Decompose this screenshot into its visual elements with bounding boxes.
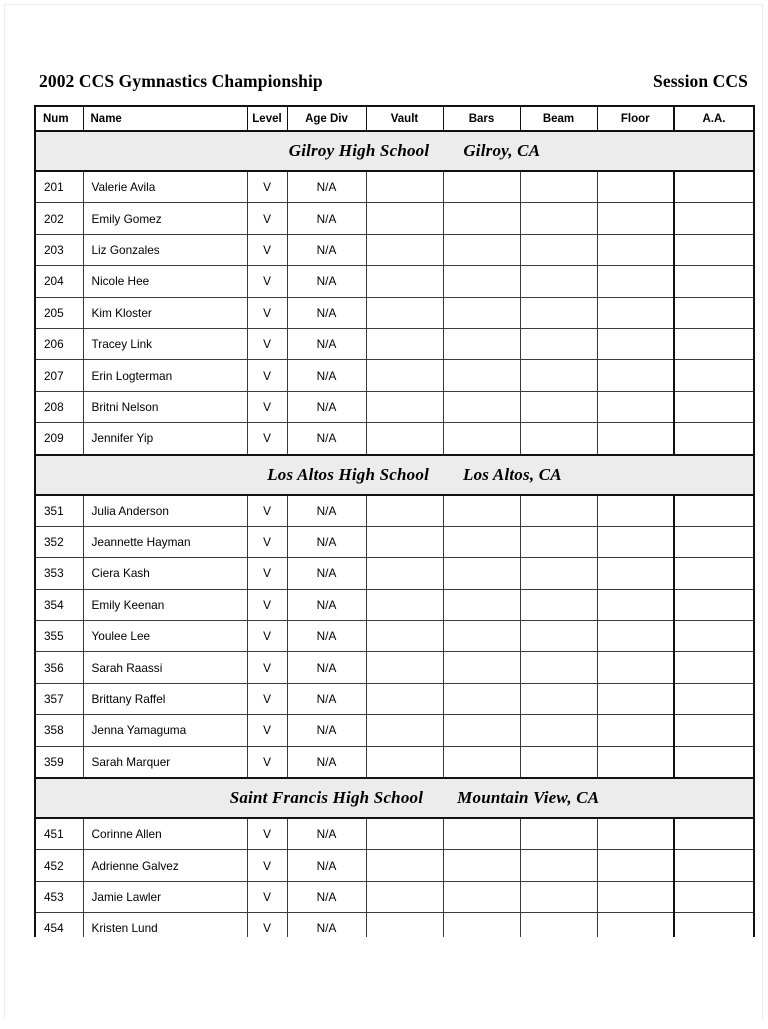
cell-beam[interactable] xyxy=(520,266,597,297)
cell-num: 202 xyxy=(35,203,83,234)
cell-aa[interactable] xyxy=(674,818,754,850)
cell-beam[interactable] xyxy=(520,818,597,850)
cell-aa[interactable] xyxy=(674,850,754,881)
cell-num: 359 xyxy=(35,746,83,778)
cell-vault[interactable] xyxy=(366,328,443,359)
cell-aa[interactable] xyxy=(674,391,754,422)
school-location: Mountain View, CA xyxy=(457,788,600,808)
cell-floor[interactable] xyxy=(597,683,674,714)
table-row[interactable] xyxy=(35,391,754,422)
cell-floor[interactable] xyxy=(597,360,674,391)
cell-aa[interactable] xyxy=(674,652,754,683)
cell-vault[interactable] xyxy=(366,746,443,778)
cell-name: Jennifer Yip xyxy=(83,423,247,455)
school-section-cell xyxy=(35,778,754,818)
cell-name: Valerie Avila xyxy=(83,171,247,203)
cell-bars[interactable] xyxy=(443,171,520,203)
cell-name: Youlee Lee xyxy=(83,621,247,652)
cell-floor[interactable] xyxy=(597,526,674,557)
cell-beam[interactable] xyxy=(520,850,597,881)
cell-level: V xyxy=(247,391,287,422)
document-header xyxy=(34,71,750,92)
cell-beam[interactable] xyxy=(520,423,597,455)
cell-level: V xyxy=(247,850,287,881)
cell-bars[interactable] xyxy=(443,652,520,683)
table-row[interactable] xyxy=(35,652,754,683)
cell-bars[interactable] xyxy=(443,266,520,297)
cell-vault[interactable] xyxy=(366,266,443,297)
cell-aa[interactable] xyxy=(674,589,754,620)
cell-level: V xyxy=(247,913,287,945)
cell-aa[interactable] xyxy=(674,715,754,746)
cell-aa[interactable] xyxy=(674,297,754,328)
column-header-age[interactable]: Age Div xyxy=(287,106,366,131)
cell-vault[interactable] xyxy=(366,234,443,265)
cell-beam[interactable] xyxy=(520,881,597,912)
table-row[interactable] xyxy=(35,526,754,557)
table-row[interactable] xyxy=(35,495,754,527)
column-header-name[interactable]: Name xyxy=(83,106,247,131)
cell-bars[interactable] xyxy=(443,818,520,850)
cell-beam[interactable] xyxy=(520,360,597,391)
cell-level: V xyxy=(247,621,287,652)
table-row[interactable] xyxy=(35,423,754,455)
cell-floor[interactable] xyxy=(597,234,674,265)
cell-name: Kristen Lund xyxy=(83,913,247,945)
cell-age: N/A xyxy=(287,360,366,391)
cell-beam[interactable] xyxy=(520,589,597,620)
cell-aa[interactable] xyxy=(674,683,754,714)
document-page xyxy=(4,4,763,1019)
table-row[interactable] xyxy=(35,850,754,881)
table-row[interactable] xyxy=(35,746,754,778)
cell-num: 454 xyxy=(35,913,83,945)
cell-name: Adrienne Galvez xyxy=(83,850,247,881)
cell-name: Ciera Kash xyxy=(83,558,247,589)
table-row[interactable] xyxy=(35,360,754,391)
cell-age: N/A xyxy=(287,495,366,527)
cell-age: N/A xyxy=(287,391,366,422)
table-row[interactable] xyxy=(35,621,754,652)
cell-floor[interactable] xyxy=(597,391,674,422)
cell-floor[interactable] xyxy=(597,423,674,455)
cell-vault[interactable] xyxy=(366,881,443,912)
cell-name: Jamie Lawler xyxy=(83,881,247,912)
cell-floor[interactable] xyxy=(597,558,674,589)
cell-age: N/A xyxy=(287,652,366,683)
cell-age: N/A xyxy=(287,558,366,589)
cell-age: N/A xyxy=(287,850,366,881)
table-row[interactable] xyxy=(35,589,754,620)
cell-vault[interactable] xyxy=(366,683,443,714)
cell-beam[interactable] xyxy=(520,652,597,683)
cell-vault[interactable] xyxy=(366,171,443,203)
cell-num: 352 xyxy=(35,526,83,557)
cell-level: V xyxy=(247,683,287,714)
cell-level: V xyxy=(247,558,287,589)
cell-level: V xyxy=(247,234,287,265)
cell-bars[interactable] xyxy=(443,558,520,589)
cell-beam[interactable] xyxy=(520,234,597,265)
cell-vault[interactable] xyxy=(366,495,443,527)
roster-sheet xyxy=(34,71,750,946)
cell-level: V xyxy=(247,423,287,455)
column-header-aa[interactable]: A.A. xyxy=(674,106,754,131)
cell-num: 354 xyxy=(35,589,83,620)
cell-floor[interactable] xyxy=(597,589,674,620)
cell-level: V xyxy=(247,589,287,620)
cell-name: Corinne Allen xyxy=(83,818,247,850)
cell-name: Kim Kloster xyxy=(83,297,247,328)
school-section-header xyxy=(35,455,754,495)
cell-age: N/A xyxy=(287,297,366,328)
cell-beam[interactable] xyxy=(520,297,597,328)
table-row[interactable] xyxy=(35,234,754,265)
table-row[interactable] xyxy=(35,203,754,234)
cell-name: Brittany Raffel xyxy=(83,683,247,714)
cell-aa[interactable] xyxy=(674,171,754,203)
cell-name: Jeannette Hayman xyxy=(83,526,247,557)
cell-age: N/A xyxy=(287,526,366,557)
cell-aa[interactable] xyxy=(674,423,754,455)
cell-vault[interactable] xyxy=(366,558,443,589)
table-body xyxy=(35,131,754,945)
cell-vault[interactable] xyxy=(366,715,443,746)
cell-aa[interactable] xyxy=(674,746,754,778)
cell-vault[interactable] xyxy=(366,423,443,455)
cell-age: N/A xyxy=(287,234,366,265)
cell-beam[interactable] xyxy=(520,621,597,652)
table-row[interactable] xyxy=(35,266,754,297)
table-row[interactable] xyxy=(35,297,754,328)
cell-beam[interactable] xyxy=(520,526,597,557)
cell-floor[interactable] xyxy=(597,495,674,527)
school-section-cell xyxy=(35,455,754,495)
table-row[interactable] xyxy=(35,881,754,912)
cell-num: 209 xyxy=(35,423,83,455)
cell-bars[interactable] xyxy=(443,203,520,234)
cell-level: V xyxy=(247,526,287,557)
cell-name: Sarah Raassi xyxy=(83,652,247,683)
cell-age: N/A xyxy=(287,423,366,455)
roster-table xyxy=(34,105,755,946)
school-name: Los Altos High School xyxy=(267,464,429,484)
cell-age: N/A xyxy=(287,683,366,714)
cell-vault[interactable] xyxy=(366,652,443,683)
school-location: Gilroy, CA xyxy=(463,141,541,160)
cell-floor[interactable] xyxy=(597,881,674,912)
cell-floor[interactable] xyxy=(597,171,674,203)
cell-vault[interactable] xyxy=(366,526,443,557)
cell-level: V xyxy=(247,818,287,850)
cell-floor[interactable] xyxy=(597,297,674,328)
cell-level: V xyxy=(247,297,287,328)
cell-beam[interactable] xyxy=(520,391,597,422)
cell-bars[interactable] xyxy=(443,391,520,422)
cell-name: Jenna Yamaguma xyxy=(83,715,247,746)
cell-bars[interactable] xyxy=(443,881,520,912)
column-header-num[interactable]: Num xyxy=(35,106,83,131)
cell-bars[interactable] xyxy=(443,683,520,714)
cell-bars[interactable] xyxy=(443,423,520,455)
cell-vault[interactable] xyxy=(366,621,443,652)
cell-aa[interactable] xyxy=(674,203,754,234)
cell-num: 207 xyxy=(35,360,83,391)
cell-vault[interactable] xyxy=(366,391,443,422)
cell-level: V xyxy=(247,360,287,391)
cell-vault[interactable] xyxy=(366,203,443,234)
column-header-level[interactable]: Level xyxy=(247,106,287,131)
cell-beam[interactable] xyxy=(520,683,597,714)
school-name: Gilroy High School xyxy=(288,141,430,160)
cell-bars[interactable] xyxy=(443,526,520,557)
cell-age: N/A xyxy=(287,881,366,912)
cell-beam[interactable] xyxy=(520,715,597,746)
cell-aa[interactable] xyxy=(674,495,754,527)
cell-num: 201 xyxy=(35,171,83,203)
cell-level: V xyxy=(247,171,287,203)
cell-floor[interactable] xyxy=(597,203,674,234)
cell-level: V xyxy=(247,715,287,746)
cell-name: Emily Keenan xyxy=(83,589,247,620)
column-header-bars[interactable]: Bars xyxy=(443,106,520,131)
table-row[interactable] xyxy=(35,818,754,850)
cell-num: 351 xyxy=(35,495,83,527)
cell-vault[interactable] xyxy=(366,818,443,850)
school-section-cell xyxy=(35,131,754,171)
cell-beam[interactable] xyxy=(520,495,597,527)
cell-bars[interactable] xyxy=(443,360,520,391)
cell-name: Nicole Hee xyxy=(83,266,247,297)
cell-bars[interactable] xyxy=(443,715,520,746)
cell-level: V xyxy=(247,652,287,683)
header-row xyxy=(35,106,754,131)
cell-bars[interactable] xyxy=(443,621,520,652)
cell-aa[interactable] xyxy=(674,266,754,297)
cell-name: Emily Gomez xyxy=(83,203,247,234)
column-header-vault[interactable]: Vault xyxy=(366,106,443,131)
cell-num: 357 xyxy=(35,683,83,714)
cell-aa[interactable] xyxy=(674,234,754,265)
cell-floor[interactable] xyxy=(597,652,674,683)
cell-age: N/A xyxy=(287,328,366,359)
cell-bars[interactable] xyxy=(443,589,520,620)
cell-level: V xyxy=(247,328,287,359)
cell-vault[interactable] xyxy=(366,297,443,328)
cell-num: 355 xyxy=(35,621,83,652)
column-header-floor[interactable]: Floor xyxy=(597,106,674,131)
cell-age: N/A xyxy=(287,203,366,234)
cell-num: 453 xyxy=(35,881,83,912)
cell-num: 206 xyxy=(35,328,83,359)
cell-aa[interactable] xyxy=(674,558,754,589)
table-row[interactable] xyxy=(35,328,754,359)
cell-floor[interactable] xyxy=(597,818,674,850)
cell-level: V xyxy=(247,881,287,912)
table-row[interactable] xyxy=(35,715,754,746)
cell-bars[interactable] xyxy=(443,297,520,328)
cell-beam[interactable] xyxy=(520,746,597,778)
cell-level: V xyxy=(247,495,287,527)
school-section-header xyxy=(35,131,754,171)
table-header xyxy=(35,106,754,131)
cell-age: N/A xyxy=(287,171,366,203)
cell-aa[interactable] xyxy=(674,881,754,912)
cell-num: 353 xyxy=(35,558,83,589)
cell-name: Liz Gonzales xyxy=(83,234,247,265)
table-row[interactable] xyxy=(35,558,754,589)
cell-floor[interactable] xyxy=(597,850,674,881)
school-name: Saint Francis High School xyxy=(229,788,424,808)
school-section-header xyxy=(35,778,754,818)
cell-beam[interactable] xyxy=(520,328,597,359)
cell-name: Britni Nelson xyxy=(83,391,247,422)
cell-floor[interactable] xyxy=(597,621,674,652)
cell-beam[interactable] xyxy=(520,171,597,203)
cell-vault[interactable] xyxy=(366,360,443,391)
cell-age: N/A xyxy=(287,621,366,652)
cell-floor[interactable] xyxy=(597,266,674,297)
cell-age: N/A xyxy=(287,266,366,297)
cell-vault[interactable] xyxy=(366,850,443,881)
cell-name: Julia Anderson xyxy=(83,495,247,527)
cell-num: 356 xyxy=(35,652,83,683)
cell-age: N/A xyxy=(287,818,366,850)
cell-vault[interactable] xyxy=(366,589,443,620)
cell-bars[interactable] xyxy=(443,746,520,778)
cell-aa[interactable] xyxy=(674,360,754,391)
cell-name: Erin Logterman xyxy=(83,360,247,391)
cell-aa[interactable] xyxy=(674,328,754,359)
cell-aa[interactable] xyxy=(674,526,754,557)
cell-age: N/A xyxy=(287,913,366,945)
cell-level: V xyxy=(247,203,287,234)
cell-bars[interactable] xyxy=(443,328,520,359)
cell-beam[interactable] xyxy=(520,558,597,589)
cell-beam[interactable] xyxy=(520,203,597,234)
cell-num: 358 xyxy=(35,715,83,746)
cell-age: N/A xyxy=(287,715,366,746)
cell-age: N/A xyxy=(287,589,366,620)
cell-name: Tracey Link xyxy=(83,328,247,359)
cell-num: 452 xyxy=(35,850,83,881)
cell-num: 204 xyxy=(35,266,83,297)
cell-bars[interactable] xyxy=(443,495,520,527)
cell-num: 208 xyxy=(35,391,83,422)
school-location: Los Altos, CA xyxy=(463,464,562,484)
cell-aa[interactable] xyxy=(674,621,754,652)
cell-bars[interactable] xyxy=(443,234,520,265)
cell-age: N/A xyxy=(287,746,366,778)
cell-floor[interactable] xyxy=(597,746,674,778)
page-title: 2002 CCS Gymnastics Championship xyxy=(39,71,323,91)
cell-level: V xyxy=(247,266,287,297)
table-row[interactable] xyxy=(35,171,754,203)
cell-name: Sarah Marquer xyxy=(83,746,247,778)
cell-floor[interactable] xyxy=(597,328,674,359)
cell-floor[interactable] xyxy=(597,715,674,746)
cell-num: 205 xyxy=(35,297,83,328)
session-label: Session CCS xyxy=(653,71,748,91)
column-header-beam[interactable]: Beam xyxy=(520,106,597,131)
page-cutoff-area xyxy=(5,937,762,1029)
table-row[interactable] xyxy=(35,683,754,714)
cell-num: 451 xyxy=(35,818,83,850)
cell-bars[interactable] xyxy=(443,850,520,881)
cell-level: V xyxy=(247,746,287,778)
cell-num: 203 xyxy=(35,234,83,265)
